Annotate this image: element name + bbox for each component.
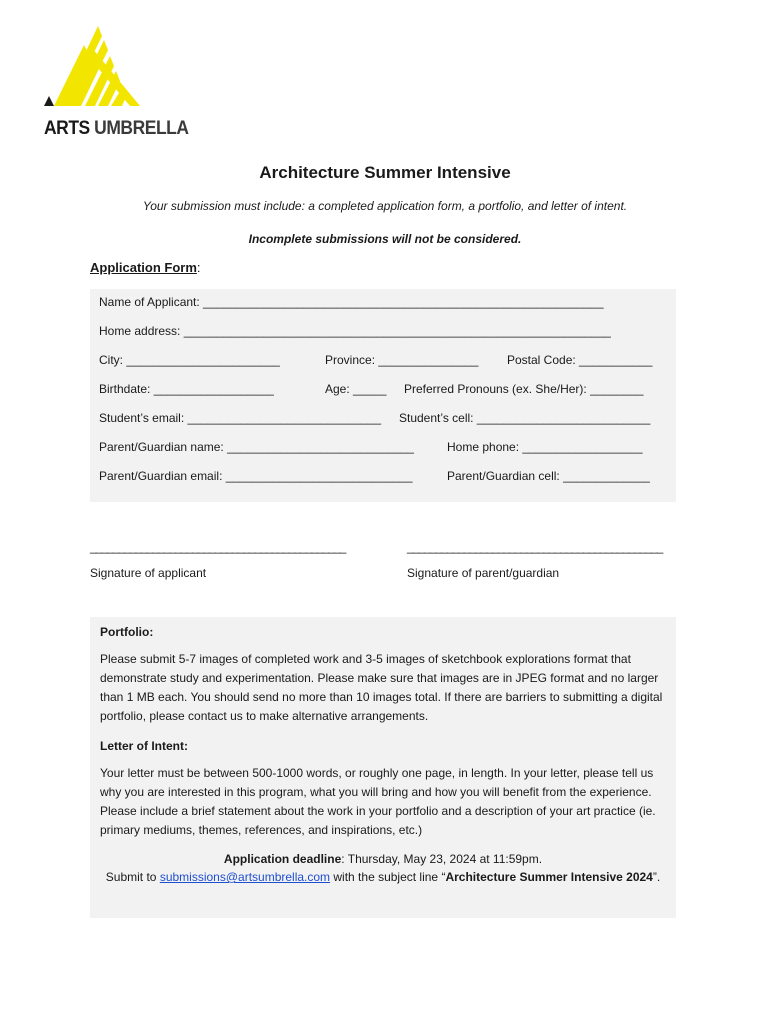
letter-of-intent-heading: Letter of Intent:: [100, 739, 188, 753]
application-form-heading: [90, 260, 201, 275]
birthdate-field[interactable]: Birthdate: __________________: [99, 382, 274, 396]
home-phone-field[interactable]: Home phone: __________________: [447, 440, 643, 454]
submission-email-link[interactable]: submissions@artsumbrella.com: [159, 870, 331, 884]
application-form: [90, 289, 676, 502]
applicant-name-field[interactable]: Name of Applicant: ____________________________________________________________: [99, 295, 604, 309]
logo-black-triangle: [44, 96, 54, 106]
deadline-line: [90, 850, 676, 868]
page-title: Architecture Summer Intensive: [259, 163, 511, 182]
pronouns-field[interactable]: Preferred Pronouns (ex. She/Her): ________: [404, 382, 644, 396]
application-form-label: Application Form: [90, 260, 197, 275]
logo-word-arts: ARTS: [44, 118, 90, 139]
student-email-field[interactable]: Student’s email: _____________________________: [99, 411, 382, 425]
student-cell-field[interactable]: Student’s cell: __________________________: [399, 411, 651, 425]
logo-wordmark: [44, 118, 189, 140]
guardian-email-field[interactable]: Parent/Guardian email: ____________________________: [99, 469, 413, 483]
deadline-label: Application deadline: [223, 852, 342, 866]
submit-subject: Architecture Summer Intensive 2024: [445, 870, 653, 884]
logo-word-umbrella: UMBRELLA: [94, 118, 189, 139]
guardian-signature-label: Signature of parent/guardian: [407, 566, 560, 580]
guardian-cell-field[interactable]: Parent/Guardian cell: _____________: [447, 469, 650, 483]
submit-suffix: ”.: [652, 870, 661, 884]
submission-info: [90, 617, 676, 918]
province-field[interactable]: Province: _______________: [325, 353, 479, 367]
letter-of-intent-instructions: Your letter must be between 500-1000 words, or roughly one page, in length. In your letter, please tell us why you are interested in this program, what you will bring and how you will benefit from the experience. Please include a brief statement about the work in your portfolio and a description of your art practice (ie. primary mediums, themes, references, and inspirations, etc.): [100, 766, 656, 837]
submit-instructions: [100, 868, 666, 886]
portfolio-instructions: Please submit 5-7 images of completed work and 3-5 images of sketchbook explorations format that demonstrate study and experimentation. Please make sure that images are in JPEG format and no larger than 1 MB each. You should send no more than 10 images total. If there are barriers to submitting a digital portfolio, please contact us to make alternative arrangements.: [100, 652, 663, 723]
applicant-signature-line[interactable]: _____________________________________________: [90, 540, 346, 554]
incomplete-notice: Incomplete submissions will not be considered.: [248, 232, 522, 246]
home-address-field[interactable]: Home address: ________________________________________________________________: [99, 324, 611, 338]
city-field[interactable]: City: _______________________: [99, 353, 280, 367]
guardian-signature-line[interactable]: _____________________________________________: [407, 540, 663, 554]
age-field[interactable]: Age: _____: [325, 382, 387, 396]
submission-requirements: Your submission must include: a completed application form, a portfolio, and letter of intent.: [142, 199, 628, 213]
portfolio-heading: Portfolio:: [100, 625, 154, 639]
postal-code-field[interactable]: Postal Code: ___________: [507, 353, 653, 367]
application-form-colon: :: [196, 260, 201, 275]
submit-prefix: Submit to: [105, 870, 160, 884]
applicant-signature-label: Signature of applicant: [90, 566, 207, 580]
submit-middle: with the subject line “: [330, 870, 446, 884]
guardian-name-field[interactable]: Parent/Guardian name: ____________________________: [99, 440, 414, 454]
deadline-value: : Thursday, May 23, 2024 at 11:59pm.: [341, 852, 543, 866]
